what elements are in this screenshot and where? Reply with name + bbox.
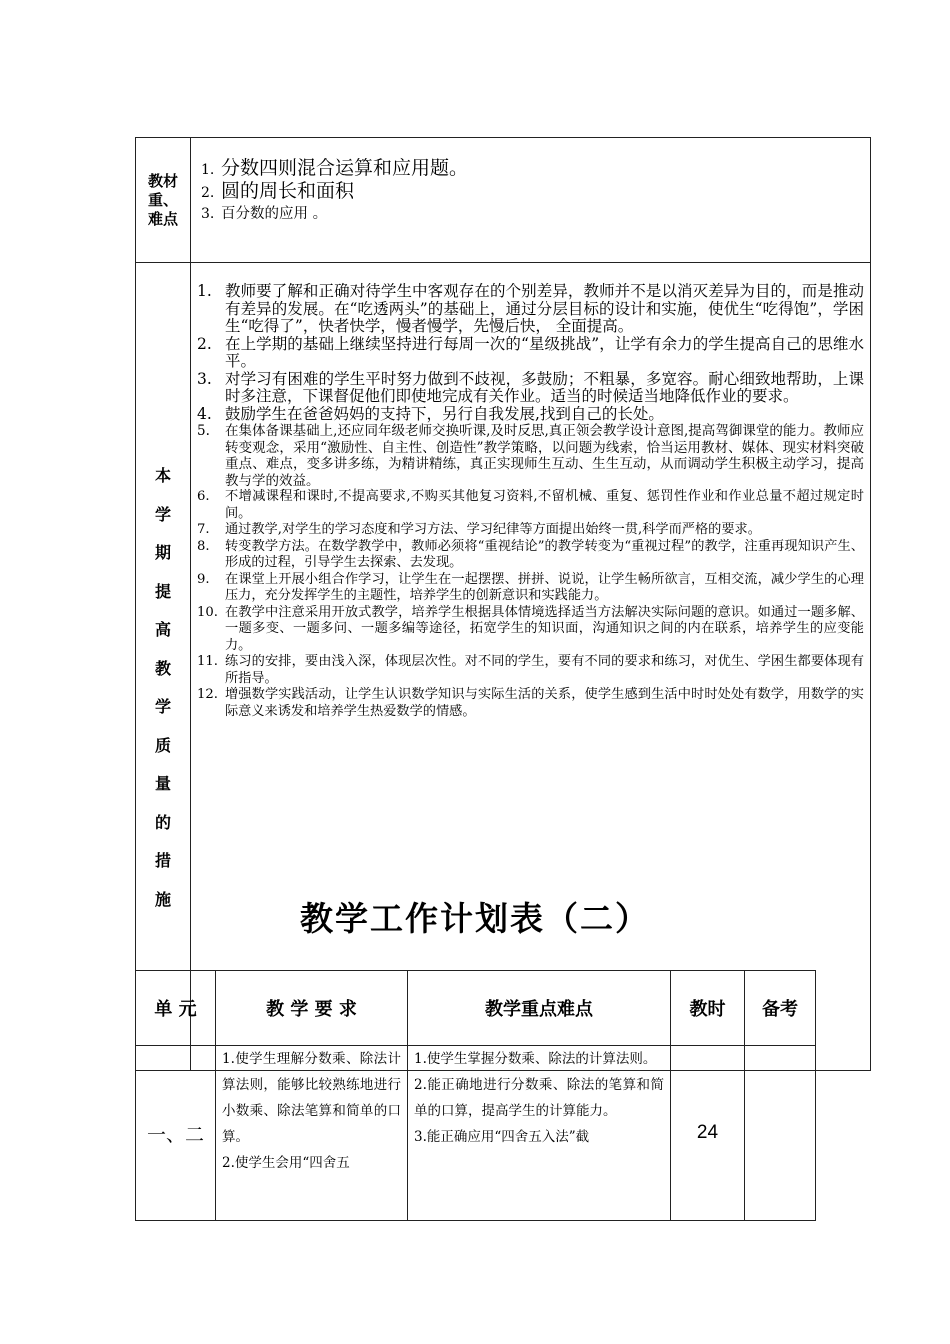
header-requirements: 教 学 要 求 — [216, 971, 408, 1046]
key-point: 2. 圆的周长和面积 — [201, 180, 355, 202]
measure-item: 10. 在教学中注意采用开放式教学，培养学生根据具体情境选择适当方法解决实际问题的意识。如通过一题多解、一题多变、一题多问、一题多编等途径，拓宽学生的知识面，沟通知识之间的内在联系，培养学生的应变能力。 — [197, 604, 864, 653]
page-title: 教学工作计划表（二） — [300, 899, 650, 938]
key-point: 3. 百分数的应用 。 — [201, 206, 328, 222]
table-row — [136, 1046, 816, 1221]
hours-cell: 24 — [671, 1046, 745, 1221]
header-unit: 单 元 — [136, 971, 216, 1046]
measure-item: 5. 在集体备课基础上,还应同年级老师交换听课,及时反思,真正领会教学设计意图,提高驾御课堂的能力。教师应转变观念，采用“激励性、自主性、创造性”教学策略，以问题为线索，恰当运用教材、媒体、现实材料突破重点、难点，变多讲多练，为精讲精练，真正实现师生互动、生生互动，从而调动学生积极主动学习，提高教与学的效益。 — [197, 423, 864, 489]
header-hours: 教时 — [671, 971, 745, 1046]
measure-item: 4. 鼓励学生在爸爸妈妈的支持下，另行自我发展,找到自己的长处。 — [197, 404, 664, 423]
requirements-cell: 1.使学生理解分数乘、除法计算法则，能够比较熟练地进行小数乘、除法笔算和简单的口算。 2.使学生会用“四舍五 — [216, 1046, 408, 1221]
measures-list — [191, 263, 871, 1071]
measure-item: 12. 增强数学实践活动，让学生认识数学知识与实际生活的关系，使学生感到生活中时时处处有数学，用数学的实际意义来诱发和培养学生热爱数学的情感。 — [197, 687, 864, 719]
header-key-points: 教学重点难点 — [408, 971, 671, 1046]
measure-item: 6. 不增减课程和课时,不提高要求,不购买其他复习资料,不留机械、重复、惩罚性作业和作业总量不超过规定时间。 — [197, 489, 864, 521]
unit-cell: 一、二 — [136, 1046, 216, 1221]
measure-item: 1. 教师要了解和正确对待学生中客观存在的个别差异，教师并不是以消灭差异为目的，而是推动有差异的发展。在“吃透两头”的基础上，通过分层目标的设计和实施，使优生“吃得饱”，学困生“吃得了”，快者快学，慢者慢学，先慢后快， 全面提高。 — [197, 282, 864, 335]
key-points-cell: 1.使学生掌握分数乘、除法的计算法则。 2.能正确地进行分数乘、除法的笔算和简单的口算，提高学生的计算能力。 3.能正确应用“四舍五入法”截 — [408, 1046, 671, 1221]
key-points-list — [191, 138, 871, 263]
measure-item: 7. 通过教学,对学生的学习态度和学习方法、学习纪律等方面提出始终一贯,科学而严格的要求。 — [197, 522, 761, 537]
measures-label: 本 学 期 提 高 教 学 质 量 的 措 施 — [136, 263, 191, 1071]
plan-header-row — [136, 971, 816, 1046]
key-points-row — [136, 138, 871, 263]
measure-item: 2. 在上学期的基础上继续坚持进行每周一次的“星级挑战”，让学有余力的学生提高自己的思维水平。 — [197, 334, 864, 370]
header-notes: 备考 — [745, 971, 816, 1046]
measure-item: 11. 练习的安排，要由浅入深，体现层次性。对不同的学生，要有不同的要求和练习，对优生、学困生都要体现有所指导。 — [197, 654, 864, 686]
measure-item: 8. 转变教学方法。在数学教学中，教师必须将“重视结论”的教学转变为“重视过程”的教学，注重再现知识产生、形成的过程，引导学生去探索、去发现。 — [197, 538, 864, 570]
measure-item: 3. 对学习有困难的学生平时努力做到不歧视，多鼓励；不粗暴，多宽容。耐心细致地帮助，上课时多注意，下课督促他们即使地完成有关作业。适当的时候适当地降低作业的要求。 — [197, 369, 864, 405]
key-points-label: 教材 重、 难点 — [136, 138, 191, 263]
key-point: 1. 分数四则混合运算和应用题。 — [201, 157, 469, 179]
notes-cell — [745, 1046, 816, 1221]
plan-table — [135, 970, 816, 1221]
measure-item: 9. 在课堂上开展小组合作学习，让学生在一起摆摆、拼拼、说说，让学生畅所欲言，互相交流，减少学生的心理压力，充分发挥学生的主题性，培养学生的创新意识和实践能力。 — [197, 571, 864, 603]
measures-row — [136, 263, 871, 1071]
